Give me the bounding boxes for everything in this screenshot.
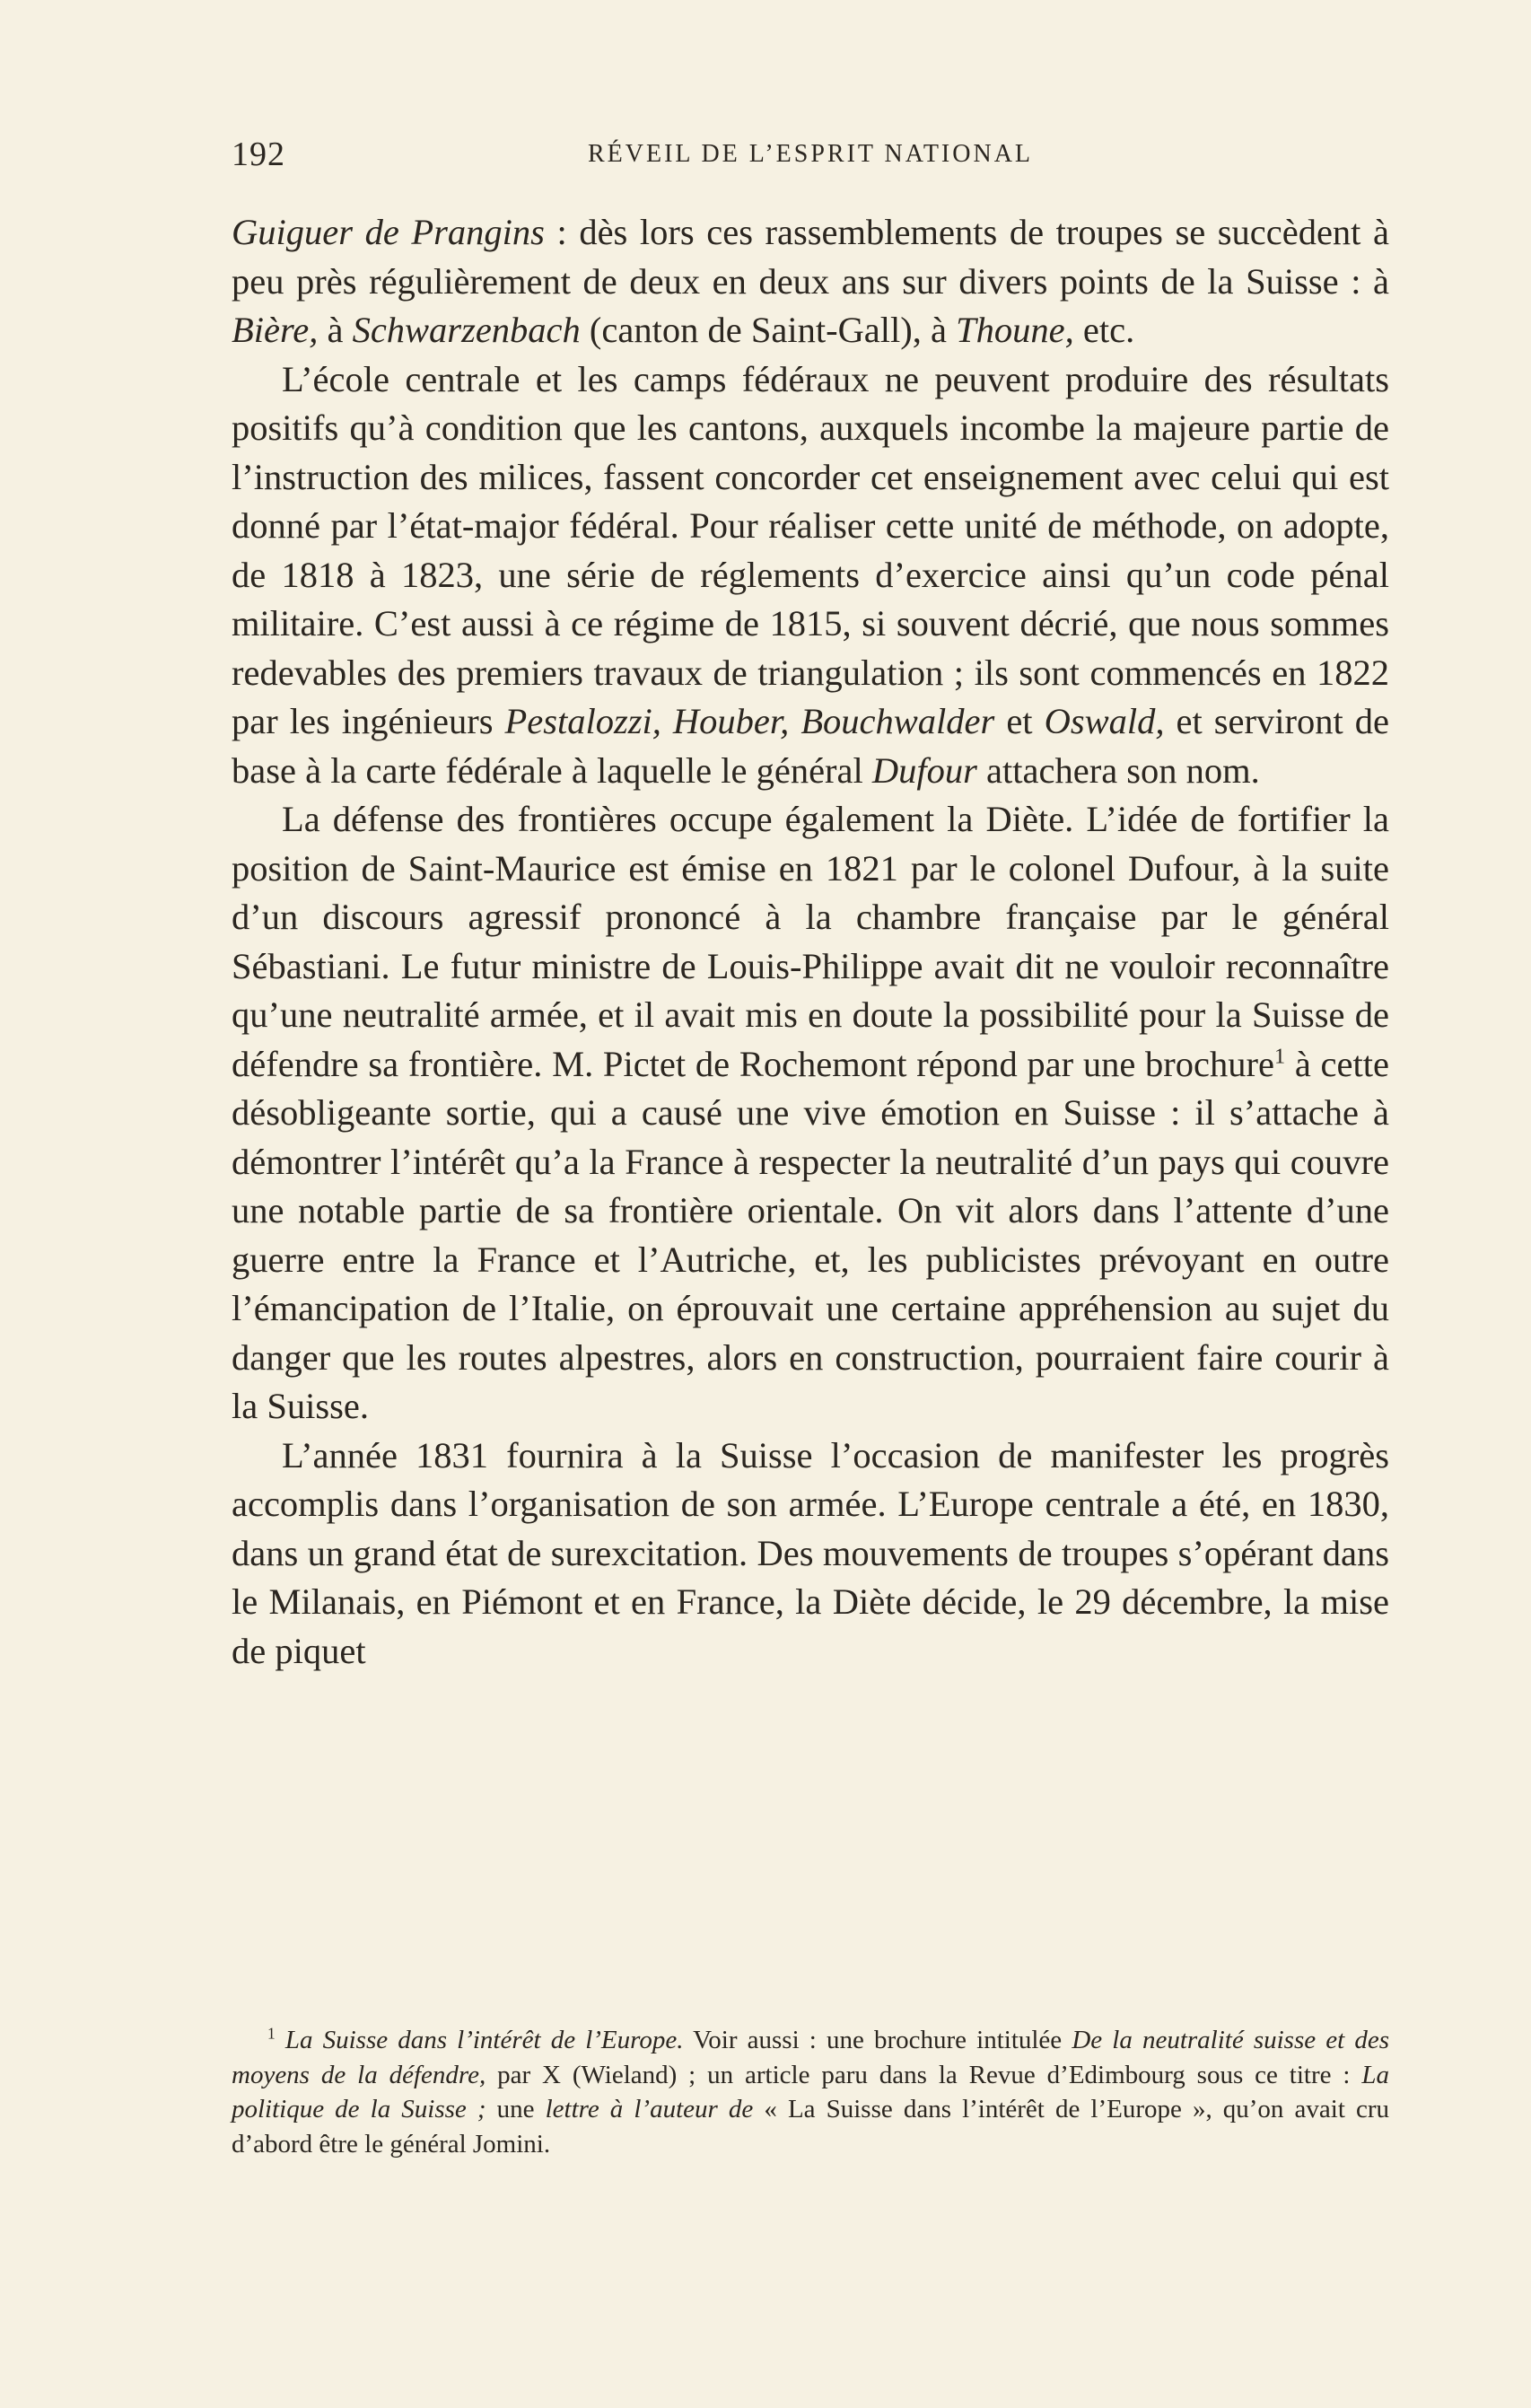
italic-title: De la neutralité suisse et des moyens de la défendre,	[232, 2026, 1389, 2089]
text-run: L’année 1831 fournira à la Suisse l’occasion de manifester les progrès accomplis dans l’organisation de son armée. L’Europe centrale a été, en 1830, dans un grand état de surexcitation. Des mouvements de troupes s’opérant dans le Milanais, en Piémont et en France, la Diète décide, le 29 décembre, la mise de piquet	[232, 1434, 1389, 1671]
text-run: (canton de Saint-Gall), à	[580, 310, 957, 350]
text-run: une	[486, 2095, 546, 2123]
page-number: 192	[232, 136, 285, 173]
text-run: par X (Wieland) ; un article paru dans la Revue d’Edimbourg sous ce titre :	[486, 2060, 1362, 2089]
italic-name: Dufour	[871, 749, 977, 791]
italic-place: Thoune,	[956, 310, 1074, 350]
italic-names: Pestalozzi, Houber, Bouchwalder	[504, 701, 995, 741]
italic-title: lettre à l’auteur de	[545, 2095, 754, 2123]
italic-place: Bière,	[232, 310, 319, 350]
paragraph-3	[232, 795, 1389, 1432]
text-run: et	[994, 701, 1045, 741]
paragraph-4	[232, 1432, 1389, 1677]
page-header	[232, 135, 1389, 180]
footnote-mark: 1	[267, 2024, 276, 2043]
text-run: et serviront de base à la carte fédérale à laquelle le général	[232, 701, 1389, 791]
running-title: RÉVEIL DE L’ESPRIT NATIONAL	[587, 140, 1034, 168]
text-run: L’école centrale et les camps fédéraux ne peuvent produire des résultats positifs qu’à condition que les cantons, auxquels incombe la majeure partie de l’instruction des milices, fassent concorder cet enseignement avec celui qui est donné par l’état-major fédéral. Pour réaliser cette unité de méthode, on adopte, de 1818 à 1823, une série de réglements d’exercice ainsi qu’un code pénal militaire. C’est aussi à ce régime de 1815, si souvent décrié, que nous sommes redevables des premiers travaux de triangulation ; ils sont commencés en 1822 par les ingénieurs	[232, 358, 1389, 741]
text-run: : dès lors ces rassemblements de troupes se succèdent à peu près régulièrement de deux en deux ans sur divers points de la Suisse : à	[232, 212, 1389, 302]
footnotes	[232, 2023, 1389, 2161]
paragraph-1	[232, 208, 1389, 355]
text-run: Voir aussi : une brochure intitulée	[683, 2026, 1072, 2054]
footnote-reference: 1	[1273, 1044, 1286, 1068]
text-run: attachera son nom.	[976, 749, 1260, 791]
text-run: à cette désobligeante sortie, qui a causé une vive émotion en Suisse : il s’attache à démontrer l’intérêt qu’a la France à respecter la neutralité d’un pays qui couvre une notable partie de sa frontière orientale. On vit alors dans l’attente d’une guerre entre la France et l’Autriche, et, les publicistes prévoyant en outre l’émancipation de l’Italie, on éprouvait une certaine appréhension au sujet du danger que les routes alpestres, alors en construction, pourraient faire courir à la Suisse.	[232, 1043, 1389, 1426]
text-run: La défense des frontières occupe également la Diète. L’idée de fortifier la position de Saint-Maurice est émise en 1821 par le colonel Dufour, à la suite d’un discours agressif prononcé à la chambre française par le général Sébastiani. Le futur ministre de Louis-Philippe avait dit ne vouloir reconnaître qu’une neutralité armée, et il avait mis en doute la possibilité pour la Suisse de défendre sa frontière. M. Pictet de Rochemont répond par une brochure	[232, 799, 1389, 1084]
text-run: à	[318, 310, 353, 350]
footnote-1	[232, 2023, 1389, 2161]
text-run: etc.	[1073, 310, 1135, 350]
paragraph-2	[232, 355, 1389, 796]
body-text	[232, 208, 1389, 1676]
italic-name: Guiguer de Prangins	[232, 212, 545, 252]
italic-title: La Suisse dans l’intérêt de l’Europe.	[284, 2026, 684, 2054]
italic-title: La politique de la Suisse ;	[232, 2060, 1389, 2123]
italic-place: Schwarzenbach	[352, 310, 581, 350]
text-run: « La Suisse dans l’intérêt de l’Europe », qu’on avait cru d’abord être le général Jomini.	[232, 2095, 1389, 2158]
italic-name: Oswald,	[1044, 701, 1165, 741]
